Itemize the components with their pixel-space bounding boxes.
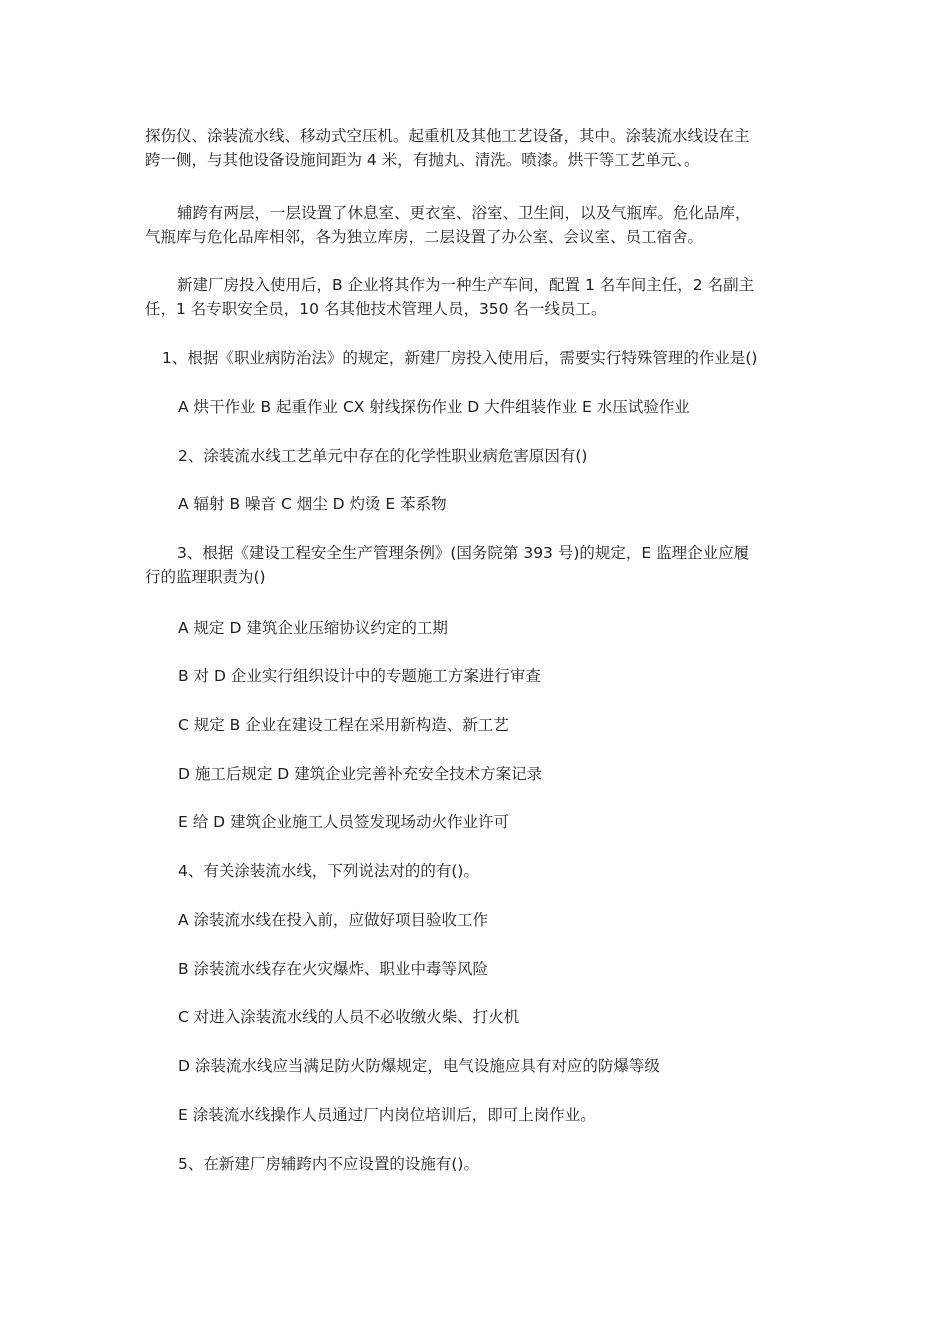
paragraph-line: 任，1 名专职安全员，10 名其他技术管理人员，350 名一线员工。 [145, 300, 607, 318]
paragraph-line: 跨一侧，与其他设备设施间距为 4 米，有抛丸、清洗。喷漆。烘干等工艺单元、。 [145, 151, 700, 169]
question-3-option-d: D 施工后规定 D 建筑企业完善补充安全技术方案记录 [178, 765, 543, 783]
question-line: 行的监理职责为() [145, 568, 266, 586]
question-3-option-c: C 规定 B 企业在建设工程在采用新构造、新工艺 [178, 716, 509, 734]
question-3-option-e: E 给 D 建筑企业施工人员签发现场动火作业许可 [178, 813, 510, 831]
question-4-option-e: E 涂装流水线操作人员通过厂内岗位培训后，即可上岗作业。 [178, 1106, 596, 1124]
paragraph-line: 气瓶库与危化品库相邻，各为独立库房，二层设置了办公室、会议室、员工宿舍。 [145, 228, 704, 246]
question-2-options: A 辐射 B 噪音 C 烟尘 D 灼烫 E 苯系物 [178, 495, 447, 513]
question-4-option-d: D 涂装流水线应当满足防火防爆规定，电气设施应具有对应的防爆等级 [178, 1057, 660, 1075]
intro-paragraph-staffing [145, 273, 810, 321]
question-2: 2、涂装流水线工艺单元中存在的化学性职业病危害原因有() [178, 447, 588, 465]
question-4-option-a: A 涂装流水线在投入前，应做好项目验收工作 [178, 911, 489, 929]
question-line: 3、根据《建设工程安全生产管理条例》(国务院第 393 号)的规定，E 监理企业应履 [177, 544, 750, 562]
paragraph-line: 探伤仪、涂装流水线、移动式空压机。起重机及其他工艺设备，其中。涂装流水线设在主 [145, 127, 750, 145]
paragraph-line: 辅跨有两层，一层设置了休息室、更衣室、浴室、卫生间，以及气瓶库。危化品库， [177, 204, 751, 222]
question-3-option-b: B 对 D 企业实行组织设计中的专题施工方案进行审查 [178, 667, 541, 685]
question-1-options: A 烘干作业 B 起重作业 CX 射线探伤作业 D 大件组装作业 E 水压试验作业 [178, 398, 690, 416]
question-5: 5、在新建厂房辅跨内不应设置的设施有()。 [178, 1155, 479, 1173]
intro-paragraph-auxiliary-span [145, 201, 810, 249]
intro-paragraph-equipment [145, 124, 810, 172]
paragraph-line: 新建厂房投入使用后，B 企业将其作为一种生产车间，配置 1 名车间主任，2 名副主 [177, 276, 755, 294]
question-3-option-a: A 规定 D 建筑企业压缩协议约定的工期 [178, 619, 448, 637]
question-1: 1、根据《职业病防治法》的规定，新建厂房投入使用后，需要实行特殊管理的作业是() [162, 349, 758, 367]
question-4-option-b: B 涂装流水线存在火灾爆炸、职业中毒等风险 [178, 960, 489, 978]
question-4: 4、有关涂装流水线，下列说法对的的有()。 [178, 862, 479, 880]
question-3 [145, 541, 810, 589]
question-4-option-c: C 对进入涂装流水线的人员不必收缴火柴、打火机 [178, 1008, 520, 1026]
